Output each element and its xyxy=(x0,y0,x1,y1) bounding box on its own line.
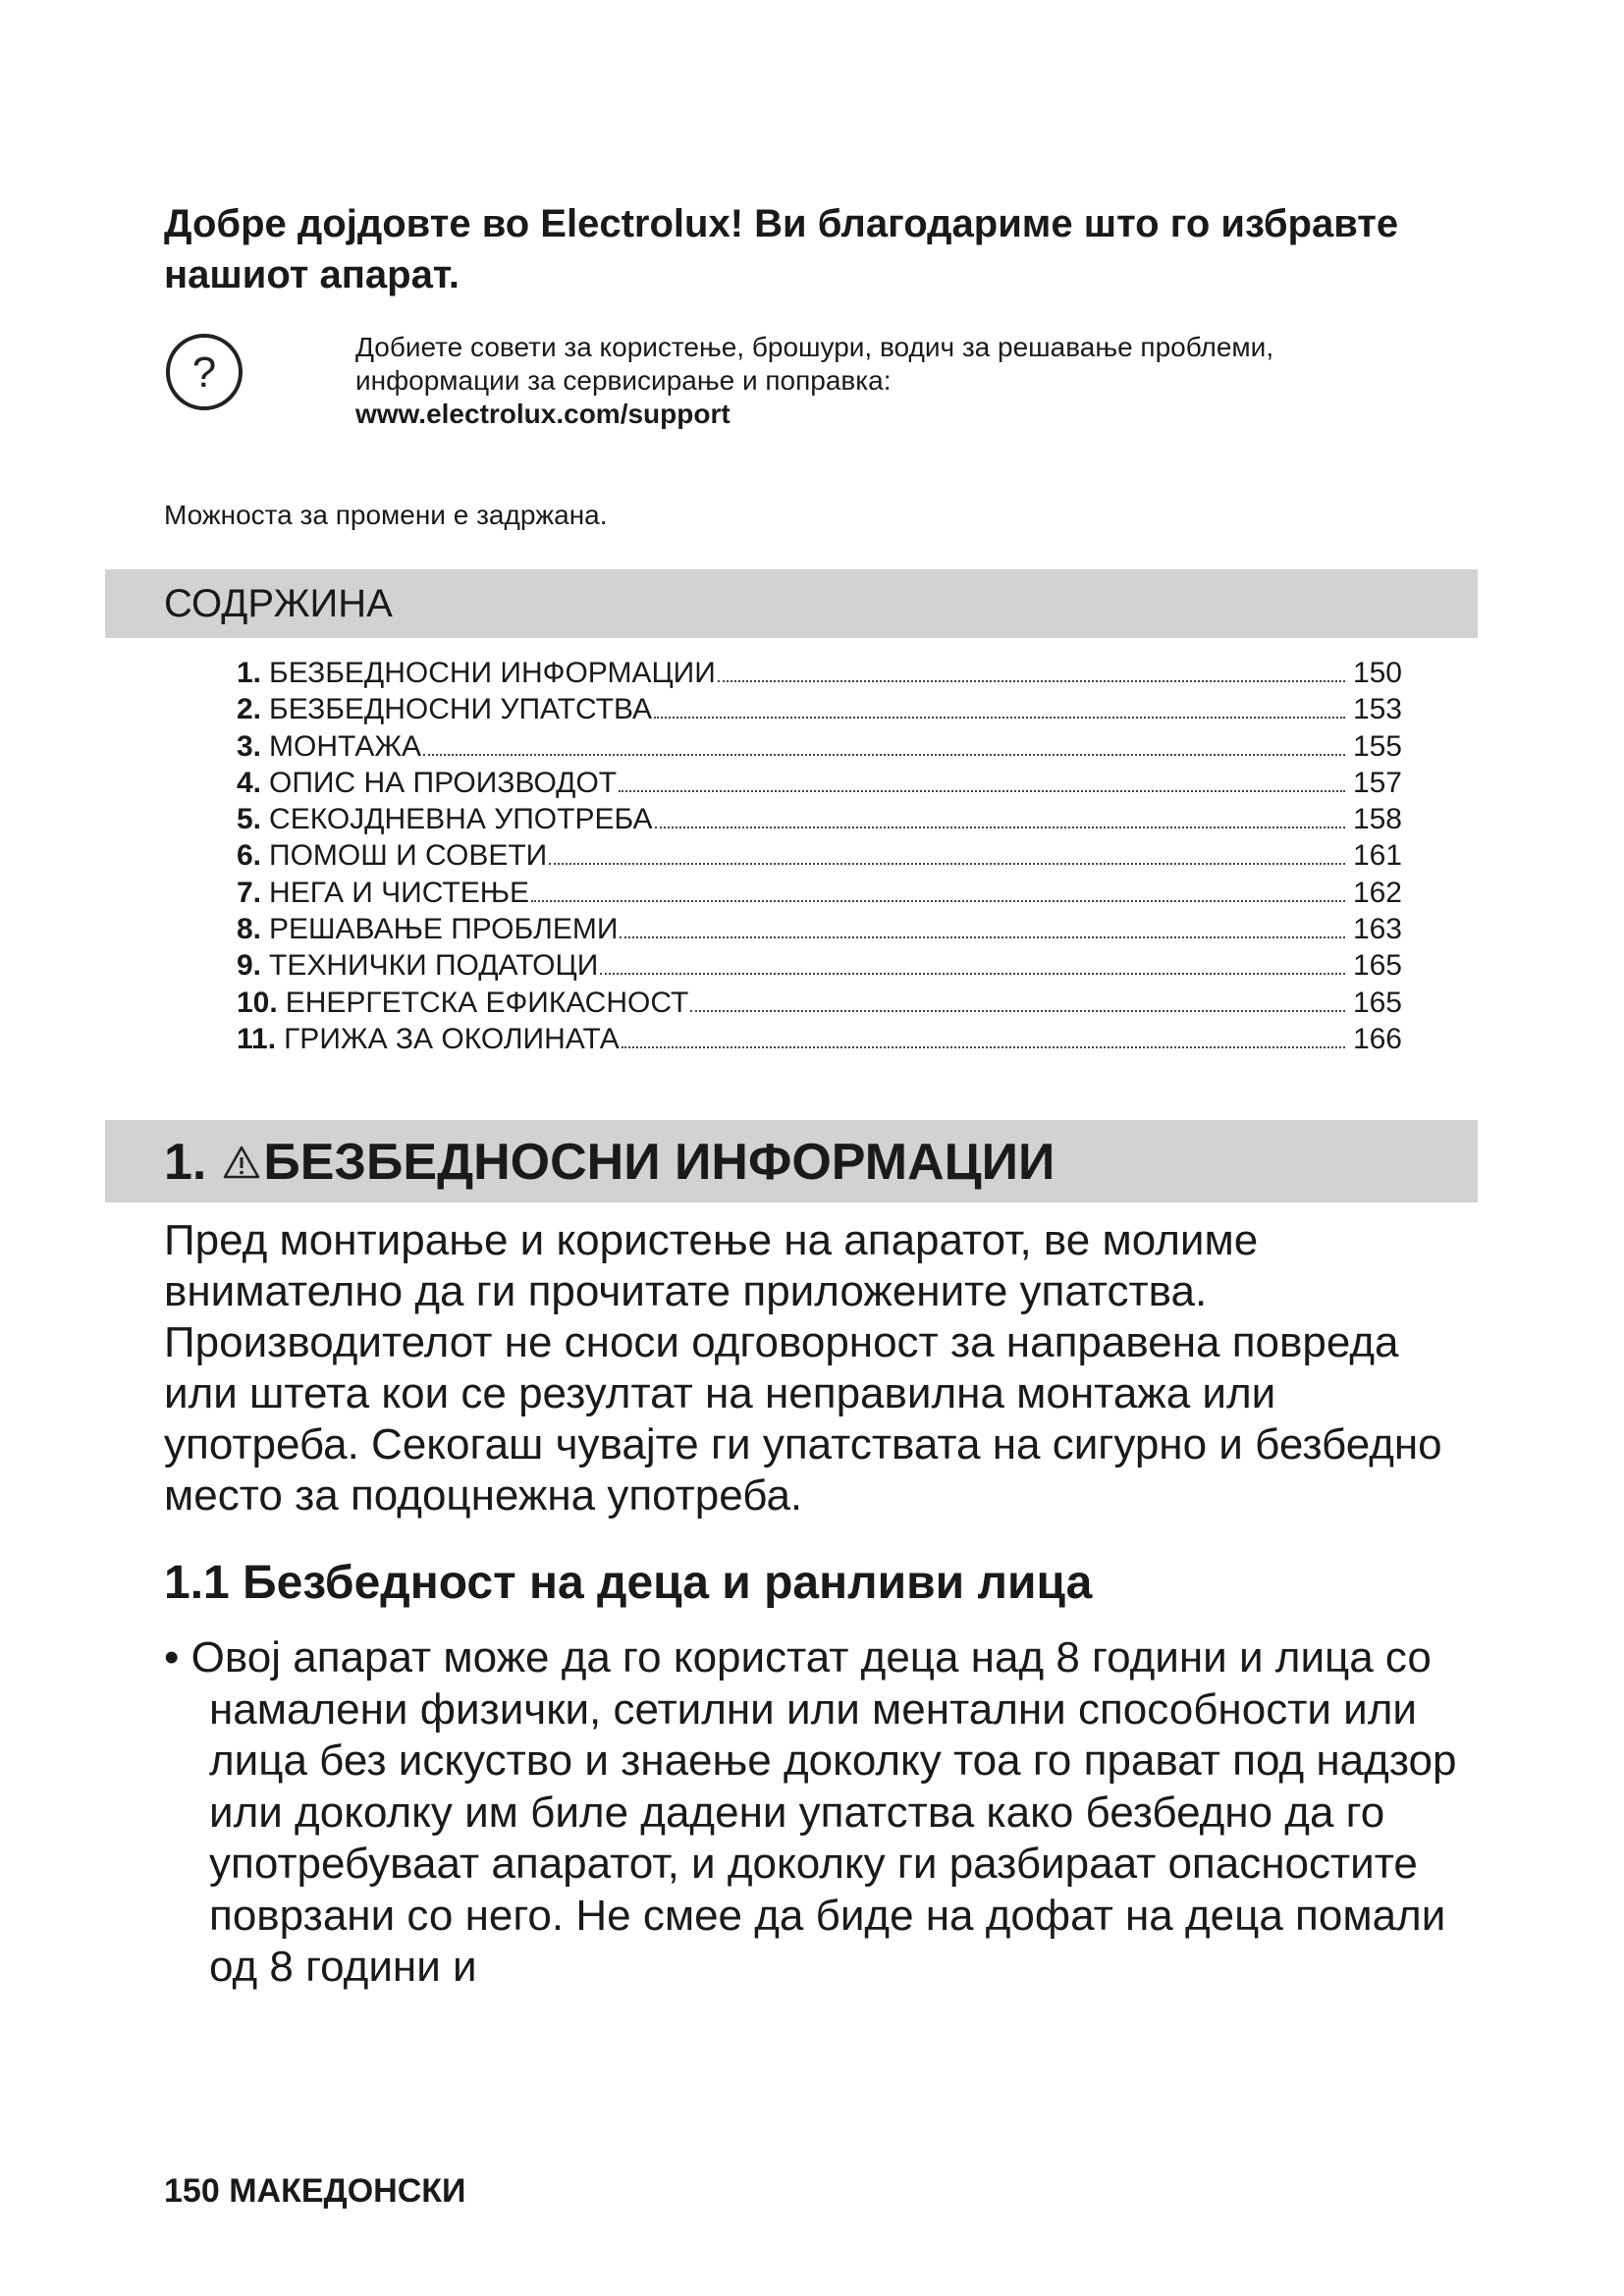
toc-entry[interactable] xyxy=(237,801,1402,837)
toc-entry-number: 7. xyxy=(237,876,262,909)
support-url-link[interactable]: www.electrolux.com/support xyxy=(355,399,731,429)
toc-entry-page: 163 xyxy=(1352,913,1402,946)
toc-entry[interactable] xyxy=(237,728,1402,765)
toc-entry-page: 162 xyxy=(1352,876,1402,909)
toc-dot-leader xyxy=(549,863,1345,865)
toc-dot-leader xyxy=(620,936,1345,938)
toc-entry-page: 158 xyxy=(1352,803,1402,836)
toc-dot-leader xyxy=(654,717,1345,719)
toc-entry-title: СЕКОЈДНЕВНА УПОТРЕБА xyxy=(269,803,653,836)
bullet-text: Овој апарат може да го користат деца над 8 години и лица со намалени физички, сетилни или ментални способности или лица без искуство и знаење доколку тоа го прават под надзор или доколку им биле дадени упатства како безбедно да го употребуваат апаратот, и доколку ги разбираат опасностите поврзани со него. Не смее да биде на дофат на деца помали од 8 години и xyxy=(190,1633,1457,1991)
svg-text:?: ? xyxy=(191,348,217,397)
toc-entry[interactable] xyxy=(237,875,1402,911)
support-text-line-1: Добиете совети за користење, брошури, водич за решавање проблеми, xyxy=(355,332,1274,362)
toc-entry-page: 150 xyxy=(1352,657,1402,689)
warning-triangle-icon xyxy=(222,1145,261,1180)
bullet-marker: • xyxy=(164,1633,180,1682)
toc-entry-title: БЕЗБЕДНОСНИ УПАТСТВА xyxy=(269,693,653,726)
toc-entry-page: 161 xyxy=(1352,839,1402,873)
toc-entry-page: 166 xyxy=(1352,1022,1402,1055)
toc-entry-number: 5. xyxy=(237,803,262,836)
toc-entry-title: ПОМОШ И СОВЕТИ xyxy=(269,839,548,873)
toc-entry-page: 153 xyxy=(1352,693,1402,726)
toc-dot-leader xyxy=(531,900,1345,902)
toc-dot-leader xyxy=(622,1046,1345,1048)
section-1-title xyxy=(164,1131,1055,1194)
changes-reserved-notice: Можноста за промени е задржана. xyxy=(164,500,608,530)
toc-dot-leader xyxy=(690,1010,1345,1012)
toc-entry-number: 8. xyxy=(237,913,262,946)
toc-title: СОДРЖИНА xyxy=(164,582,393,625)
toc-entry-title: РЕШАВАЊЕ ПРОБЛЕМИ xyxy=(269,913,619,946)
toc-dot-leader xyxy=(423,754,1345,756)
welcome-heading: Добре дојдовте во Electrolux! Ви благодариме што го избравте нашиот апарат. xyxy=(164,202,1399,296)
toc-entry-number: 4. xyxy=(237,766,262,799)
toc-entry[interactable] xyxy=(237,985,1402,1021)
toc-entry[interactable] xyxy=(237,1021,1402,1057)
subsection-1-1-title: 1.1 Безбедност на деца и ранливи лица xyxy=(164,1557,1093,1609)
toc-entry-title: ГРИЖА ЗА ОКОЛИНАТА xyxy=(284,1022,620,1055)
toc-entry[interactable] xyxy=(237,691,1402,727)
toc-entry-page: 165 xyxy=(1352,986,1402,1019)
toc-dot-leader xyxy=(655,827,1345,828)
page-footer xyxy=(164,2171,465,2211)
toc-entry-number: 9. xyxy=(237,949,262,983)
toc-entry-title: НЕГА И ЧИСТЕЊЕ xyxy=(269,876,530,909)
toc-entry-page: 157 xyxy=(1352,766,1402,799)
toc-entry-title: ОПИС НА ПРОИЗВОДОТ xyxy=(269,766,618,799)
toc-entry-number: 3. xyxy=(237,729,262,763)
toc-entry-number: 10. xyxy=(237,986,278,1019)
toc-entry[interactable] xyxy=(237,837,1402,874)
toc-entry[interactable] xyxy=(237,911,1402,947)
footer-language: МАКЕДОНСКИ xyxy=(229,2172,466,2210)
toc-entry[interactable] xyxy=(237,947,1402,984)
toc-entry-number: 6. xyxy=(237,839,262,873)
page-number: 150 xyxy=(164,2172,220,2210)
question-circle-icon xyxy=(164,332,244,412)
toc-entry-title: ТЕХНИЧКИ ПОДАТОЦИ xyxy=(269,949,599,983)
toc-dot-leader xyxy=(718,680,1345,682)
section-1-title-text: БЕЗБЕДНОСНИ ИНФОРМАЦИИ xyxy=(263,1134,1056,1191)
toc-entry[interactable] xyxy=(237,655,1402,691)
toc-entry-title: ЕНЕРГЕТСКА ЕФИКАСНОСТ xyxy=(285,986,689,1019)
toc-entry-number: 2. xyxy=(237,693,262,726)
toc-entry-title: БЕЗБЕДНОСНИ ИНФОРМАЦИИ xyxy=(269,657,716,689)
toc-entry-page: 155 xyxy=(1352,729,1402,763)
table-of-contents xyxy=(237,655,1402,1057)
toc-entry[interactable] xyxy=(237,765,1402,801)
section-1-number: 1. xyxy=(164,1134,207,1191)
support-text-line-2: информации за сервисирање и поправка: xyxy=(355,365,892,396)
toc-entry-number: 11. xyxy=(237,1022,277,1055)
support-info xyxy=(355,331,1485,431)
toc-dot-leader xyxy=(619,790,1345,792)
section-1-intro: Пред монтирање и користење на апаратот, ве молиме внимателно да ги прочитате приложените упатства. Производителот не сноси одговорност за направена повреда или штета кои се резултат на неправилна монтажа или употреба. Секогаш чувајте ги упатствата на сигурно и безбедно место за подоцнежна употреба. xyxy=(164,1216,1442,1520)
list-item xyxy=(164,1632,1480,1994)
toc-dot-leader xyxy=(600,973,1345,975)
toc-entry-title: МОНТАЖА xyxy=(269,729,422,763)
toc-entry-number: 1. xyxy=(237,657,262,689)
toc-entry-page: 165 xyxy=(1352,949,1402,983)
